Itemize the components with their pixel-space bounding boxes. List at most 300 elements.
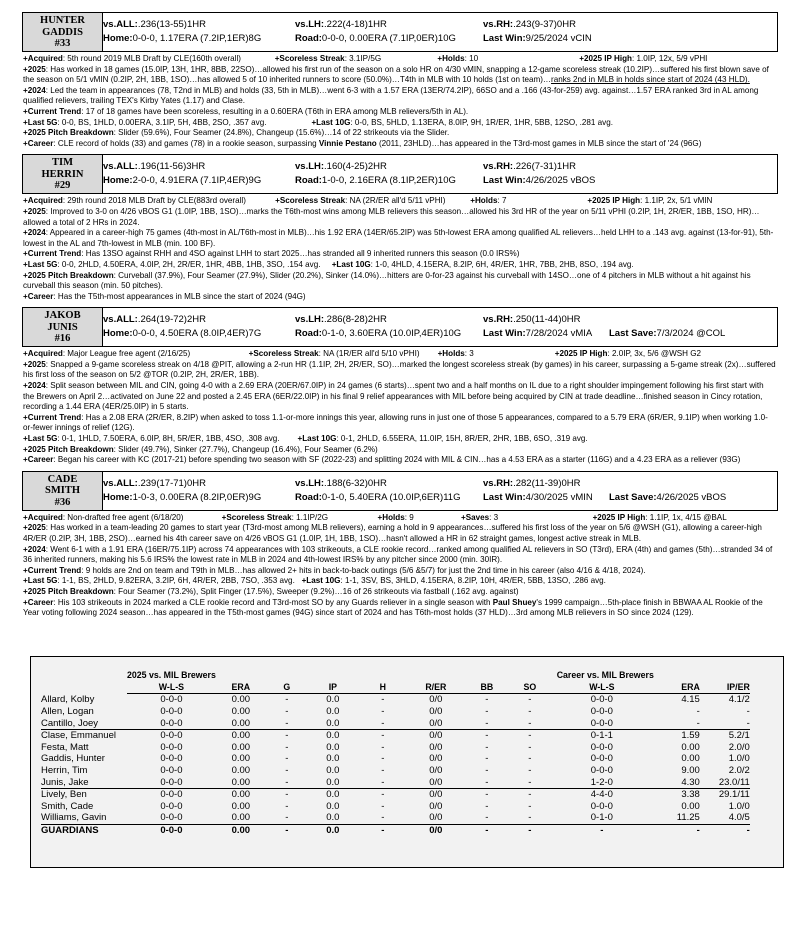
split-stat xyxy=(483,33,592,44)
stat-cell: 0-0-0 xyxy=(127,812,216,824)
split-value: .160(4-25)2HR xyxy=(324,161,387,173)
player-notes xyxy=(22,52,778,152)
note-text: : 1.1IP, 2x, 5/1 vMIN xyxy=(640,196,713,206)
note-text: : Has worked in 18 games (15.0IP, 13H, 1HR, 8BB, 22SO)…allowed his first run of the season on a solo HR on 4/30 vMIN, snapping a 12-game scoreless streak (10.2IP)…suffered his first blown save of the season on 5/1 vMIN (0.2IP, 2H, 1BB, 1SO)…has allowed 5 of 10 inherited runners to score (50.0%)…T4th in MLB with 10 holds (1st on team)… xyxy=(23,64,769,85)
note-line xyxy=(23,249,777,260)
note-line xyxy=(23,576,777,587)
stat-cell: 0-0-0 xyxy=(550,717,654,729)
stat-cell: - xyxy=(464,717,510,729)
split-value: 7/28/2024 vMIA xyxy=(525,328,593,340)
split-stat xyxy=(103,33,261,44)
stat-cell: - xyxy=(528,753,532,765)
stat-cell: - xyxy=(746,825,750,837)
player-name-cell: Clase, Emmanuel xyxy=(41,730,116,742)
split-stat xyxy=(483,161,576,172)
stat-cell: 0.00 xyxy=(231,765,251,777)
split-label: vs.ALL: xyxy=(103,19,138,30)
note-text: +2025 Pitch Breakdown xyxy=(23,586,114,596)
group-cell xyxy=(464,670,510,682)
note-text: +Scoreless Streak xyxy=(221,512,292,522)
group-cell xyxy=(216,670,266,682)
stat-cell: 0-0-0 xyxy=(160,825,183,837)
column-header: W-L-S xyxy=(550,682,654,694)
stat-cell: - xyxy=(700,717,750,729)
stat-cell: 0-1-0 xyxy=(550,812,654,824)
stat-cell: 0.0 xyxy=(326,800,340,812)
split-row xyxy=(103,33,777,45)
note-text: +Current Trend xyxy=(23,106,82,116)
note-text: : Led the team in appearances (78, T2nd in MLB) and holds (33, 5th in MLB)…went 6-3 with a 1.57 ERA (13ER/74.2IP), 66SO and a .166 (43-for-259) avg. against…1.57 ERA ranked 3rd in AL among qualified relievers, trailing TEX's Kirby Yates (1.17) and Clase. xyxy=(23,85,759,106)
stat-cell: - xyxy=(358,776,408,788)
note-text: +2024 xyxy=(23,544,46,554)
pitcher-notes xyxy=(22,12,778,624)
note-text: +Last 5G xyxy=(23,434,58,444)
split-label: Last Save: xyxy=(609,328,657,340)
player-name: CADE xyxy=(47,473,78,485)
stat-cell: 0/0 xyxy=(429,730,443,742)
stat-cell: 0.00 xyxy=(681,741,700,753)
note-text: : 0-0, 2HLD, 4.50ERA, 4.0IP, 2H, 2R/ER, 1HR, 4BB, 1HB, 3SO, .154 avg. xyxy=(57,259,332,269)
split-row xyxy=(103,478,777,490)
group-cell xyxy=(358,670,408,682)
split-value: .264(19-72)2HR xyxy=(137,314,206,326)
stat-cell: 0/0 xyxy=(429,753,443,765)
header-blank xyxy=(41,682,127,694)
stat-cell: - xyxy=(381,741,385,753)
stat-cell: - xyxy=(381,730,385,742)
stat-cell: 0/0 xyxy=(429,765,443,777)
note-text: : 9 xyxy=(404,512,461,522)
player-name: JAKOB xyxy=(44,310,81,322)
player-name-cell: Herrin, Tim xyxy=(41,765,88,777)
stat-cell: 1.0/0 xyxy=(728,800,750,812)
player-name-cell: GUARDIANS xyxy=(41,825,99,837)
note-line xyxy=(23,107,777,118)
player-name: JUNIS xyxy=(47,321,78,333)
stat-cell: - xyxy=(528,706,532,718)
split-stat xyxy=(295,492,460,503)
note-line xyxy=(23,65,777,86)
stat-cell: - xyxy=(510,717,550,729)
split-label: vs.ALL: xyxy=(103,314,138,326)
note-text: +2024 xyxy=(23,228,46,238)
stat-cell: 0-0-0 xyxy=(160,730,183,742)
stat-cell: 0.00 xyxy=(231,730,251,742)
stat-cell: - xyxy=(654,717,700,729)
stat-cell: 0.00 xyxy=(681,800,700,812)
split-label: Road: xyxy=(295,33,322,44)
note-text: : 1.1IP, 1x, 4/15 @BAL xyxy=(645,512,727,522)
split-stat xyxy=(483,19,576,30)
split-label: Last Win: xyxy=(483,175,526,187)
split-stat xyxy=(483,478,581,489)
note-text: +Current Trend xyxy=(23,249,82,259)
stat-cell: 0-0-0 xyxy=(127,717,216,729)
split-label: Home: xyxy=(103,491,133,503)
note-text: : 3 xyxy=(489,512,593,522)
split-label: vs.LH: xyxy=(295,161,325,173)
note-text: +Acquired xyxy=(23,349,63,359)
player-name-cell: Gaddis, Hunter xyxy=(41,753,105,765)
split-stats xyxy=(103,472,777,510)
note-text: : 10 xyxy=(464,54,580,63)
stat-cell: 0-0-0 xyxy=(590,706,613,718)
column-header: R/ER xyxy=(408,682,464,694)
player-name: HUNTER xyxy=(40,15,85,26)
stat-cell: - xyxy=(285,694,289,706)
stat-cell: 0.00 xyxy=(231,800,251,812)
split-stat xyxy=(103,478,206,489)
split-value: .282(11-39)0HR xyxy=(513,477,581,489)
stat-cell: 0-0-0 xyxy=(160,694,183,706)
split-stat xyxy=(295,328,461,339)
stat-cell: - xyxy=(285,741,289,753)
stat-cell: 0-0-0 xyxy=(160,741,183,753)
note-text: : 3.1IP/5G xyxy=(344,54,438,63)
player-name: TIM xyxy=(52,157,73,169)
stat-cell: - xyxy=(381,694,385,706)
player-header xyxy=(22,307,778,347)
note-text: : 1-1, BS, 2HLD, 9.82ERA, 3.2IP, 6H, 4R/ER, 2BB, 7SO, .353 avg. xyxy=(57,576,302,586)
note-text: +Last 5G xyxy=(23,259,58,269)
stat-cell: 0/0 xyxy=(429,800,443,812)
player-block xyxy=(22,154,778,305)
note-text: : 1.0IP, 12x, 5/9 vPHI xyxy=(632,54,708,63)
column-header: ERA xyxy=(216,682,266,694)
table-row xyxy=(41,812,750,824)
stat-cell: - xyxy=(510,776,550,788)
column-header: IP/ER xyxy=(700,682,750,694)
split-value: .196(11-56)3HR xyxy=(137,161,206,173)
table-row xyxy=(41,742,750,754)
stat-cell: - xyxy=(485,800,489,812)
note-line xyxy=(23,349,777,360)
player-namebox xyxy=(23,155,103,193)
split-value: 4/26/2025 vBOS xyxy=(525,175,596,187)
table-header-row xyxy=(41,682,750,694)
player-namebox xyxy=(23,13,103,51)
stat-cell: 0.0 xyxy=(326,765,340,777)
stat-cell: - xyxy=(358,812,408,824)
note-text: +Holds xyxy=(470,196,498,206)
split-label: Road: xyxy=(295,328,322,340)
split-label: vs.ALL: xyxy=(103,161,138,173)
stat-cell: 0.0 xyxy=(326,706,340,718)
stat-cell: 2.0/0 xyxy=(728,741,750,753)
note-text: +2025 IP High xyxy=(579,54,632,63)
player-name-cell: Junis, Jake xyxy=(41,776,127,788)
stat-cell: 0.00 xyxy=(216,812,266,824)
stat-cell: 1.0/0 xyxy=(728,753,750,765)
group-cell xyxy=(510,670,550,682)
player-name-cell: Smith, Cade xyxy=(41,800,94,812)
player-block xyxy=(22,471,778,622)
stat-cell: 0.0 xyxy=(326,694,340,706)
stat-cell: 29.1/11 xyxy=(718,789,750,801)
note-text: : Has the T5th-most appearances in MLB since the start of 2024 (94G) xyxy=(53,291,306,301)
stat-cell: - xyxy=(485,789,489,801)
note-text: +Career xyxy=(23,291,54,301)
split-value: 1-0-3, 0.00ERA (8.2IP,0ER)9G xyxy=(132,491,262,503)
note-text: : Snapped a 9-game scoreless streak on 4/18 @PIT, allowing a 2-run HR (1.1IP, 2H, 2R/ER, SO)…marked the longest scoreless streak (by games) in his career, surpassing a 5-game streak (2x)…suffered his first loss of the season on 5/2 @TOR (0.2IP, 2H, 2R/ER, 1BB). xyxy=(23,359,776,380)
note-line xyxy=(23,54,777,65)
note-text: : 29th round 2018 MLB Draft by CLE(883rd overall) xyxy=(62,196,276,206)
split-stat xyxy=(483,328,592,339)
note-text: +Scoreless Streak xyxy=(274,54,345,63)
note-text: +Holds xyxy=(437,54,465,63)
player-name-cell: Lively, Ben xyxy=(41,789,87,801)
player-block xyxy=(22,307,778,469)
note-text: : Slider (49.7%), Sinker (27.7%), Changeup (16.4%), Four Seamer (6.2%) xyxy=(113,444,378,454)
note-text: : Slider (59.6%), Four Seamer (24.8%), Changeup (15.6%)…14 of 22 strikeouts via the Slider. xyxy=(113,128,450,138)
note-text: +2025 xyxy=(23,206,46,216)
stat-cell: - xyxy=(528,800,532,812)
player-notes xyxy=(22,194,778,305)
split-label: Road: xyxy=(295,491,322,503)
split-label: vs.LH: xyxy=(295,477,325,489)
note-text: : Improved to 3-0 on 4/26 vBOS G1 (1.0IP, 1BB, 1SO)…marks the T6th-most wins among MLB relievers this season…allowed his 3rd HR of the year on 5/11 vPHI (0.2IP, 1H, 2R/ER, 1BB, 1SO, HR)…allowed a total of 2 HRs in 2024. xyxy=(23,206,760,227)
vs-brewers-table xyxy=(41,670,750,836)
split-value: 9/25/2024 vCIN xyxy=(525,33,592,44)
split-stat xyxy=(103,314,206,325)
stat-cell: 0.0 xyxy=(326,789,340,801)
note-line xyxy=(23,587,777,598)
stat-cell: 3.38 xyxy=(681,789,700,801)
player-notes xyxy=(22,347,778,469)
column-header: H xyxy=(358,682,408,694)
note-text: +2025 xyxy=(23,64,46,74)
note-text: Vinnie Pestano xyxy=(318,138,377,148)
split-row xyxy=(103,328,777,340)
stat-cell: - xyxy=(528,825,532,837)
note-text: +Holds xyxy=(377,512,405,522)
split-stat xyxy=(295,19,387,30)
note-text: +2025 xyxy=(23,523,46,533)
split-label: Last Win: xyxy=(483,491,526,503)
stat-cell: - xyxy=(464,812,510,824)
stat-cell: - xyxy=(266,812,308,824)
note-text: : 0-1, 1HLD, 7.50ERA, 6.0IP, 8H, 5R/ER, 1BB, 4SO, .308 avg. xyxy=(57,434,298,444)
player-name: HERRIN xyxy=(41,168,84,180)
stat-cell: 0.0 xyxy=(326,730,340,742)
column-header: G xyxy=(266,682,308,694)
note-line xyxy=(23,196,777,207)
group-cell xyxy=(308,670,358,682)
split-label: vs.ALL: xyxy=(103,477,138,489)
column-header: SO xyxy=(510,682,550,694)
note-line xyxy=(23,360,777,381)
note-text: : Began his career with KC (2017-21) before spending two season with SF (2022-23) and splitting 2024 with MIL & CIN…has a 4.53 ERA as a starter (116G) and a 4.23 ERA as a reliever (93G) xyxy=(53,455,741,465)
stat-cell: 0/0 xyxy=(429,825,443,837)
stat-cell: - xyxy=(381,706,385,718)
note-text: +Acquired xyxy=(23,196,63,206)
note-text: : 9 holds are 2nd on team and T9th in MLB…has allowed 2+ hits in back-to-back outings (5/6 &5/7) for just the 2nd time in his career (also 4/16 & 4/18, 2024). xyxy=(81,565,646,575)
split-label: vs.RH: xyxy=(483,19,514,30)
stat-cell: - xyxy=(528,741,532,753)
stat-cell: - xyxy=(266,717,308,729)
split-value: .222(4-18)1HR xyxy=(324,19,387,30)
split-stat xyxy=(103,19,206,30)
stat-cell: 0.0 xyxy=(308,812,358,824)
stat-cell: - xyxy=(285,753,289,765)
note-text: : 5th round 2019 MLB Draft by CLE(160th overall) xyxy=(62,54,275,63)
table-group-row xyxy=(41,670,750,682)
split-stat xyxy=(103,492,261,503)
stat-cell: 23.0/11 xyxy=(700,776,750,788)
player-name-cell: Williams, Gavin xyxy=(41,812,127,824)
table-row xyxy=(41,729,750,741)
note-text: : 1-0, 4HLD, 4.15ERA, 8.2IP, 6H, 4R/ER, 1HR, 7BB, 2HB, 8SO, .194 avg. xyxy=(370,259,634,269)
stat-cell: 4.1/2 xyxy=(728,694,750,706)
stat-cell: 0/0 xyxy=(429,789,443,801)
note-text: : 2.0IP, 3x, 5/6 @WSH G2 xyxy=(607,349,701,359)
group-cell xyxy=(266,670,308,682)
split-stat xyxy=(295,175,456,186)
stat-cell: - xyxy=(285,706,289,718)
note-text: : 3 xyxy=(464,349,555,359)
stat-cell: - xyxy=(285,825,289,837)
note-text: +Career xyxy=(23,455,54,465)
stat-cell: 0/0 xyxy=(429,694,443,706)
stat-cell: - xyxy=(485,753,489,765)
split-row xyxy=(103,19,777,31)
table-row xyxy=(41,788,750,800)
note-line xyxy=(23,381,777,413)
stat-cell: 0.0 xyxy=(326,741,340,753)
stat-cell: 0-0-0 xyxy=(590,694,613,706)
split-value: 0-0-0, 4.50ERA (8.0IP,4ER)7G xyxy=(132,328,262,340)
note-text: : 1.1IP/2G xyxy=(291,512,378,522)
note-text: +Last 10G xyxy=(331,259,371,269)
note-text: ranks 2nd in MLB in holds since start of 2024 (43 HLD). xyxy=(551,75,750,85)
stat-cell: - xyxy=(485,765,489,777)
stat-cell: - xyxy=(528,765,532,777)
stat-cell: - xyxy=(285,789,289,801)
stat-cell: 0-0-0 xyxy=(127,776,216,788)
player-name-cell: Festa, Matt xyxy=(41,741,89,753)
note-line xyxy=(23,128,777,139)
stat-cell: - xyxy=(485,730,489,742)
stat-cell: - xyxy=(510,812,550,824)
note-line xyxy=(23,228,777,249)
split-value: .286(8-28)2HR xyxy=(324,314,387,326)
note-text: : 7 xyxy=(497,196,588,206)
note-text: +2025 IP High xyxy=(554,349,608,359)
split-label: Last Win: xyxy=(483,33,526,44)
split-stats xyxy=(103,13,777,51)
note-text: : 0-0, BS, 1HLD, 0.00ERA, 3.1IP, 5H, 4BB, 2SO, .357 avg. xyxy=(57,117,312,127)
stat-cell: - xyxy=(528,789,532,801)
note-text: : CLE record of holds (33) and games (78) in a rookie season, surpassing xyxy=(53,138,319,148)
split-label: Home: xyxy=(103,328,133,340)
note-text: +Holds xyxy=(437,349,465,359)
split-stat xyxy=(483,314,581,325)
note-text: : Major League free agent (2/16/25) xyxy=(62,349,249,359)
note-text: : Curveball (37.9%), Four Seamer (27.9%), Slider (20.2%), Sinker (14.0%)…hitters are 0-for-23 against his curveball with 14SO…one of 4 pitchers in MLB without a hit against his curveball this season (min. 50 pitches). xyxy=(23,270,751,291)
column-header: ERA xyxy=(654,682,700,694)
note-text: : Non-drafted free agent (6/18/20) xyxy=(62,512,222,522)
note-text: +Current Trend xyxy=(23,412,82,422)
split-stat xyxy=(483,492,593,503)
group-cell xyxy=(127,670,216,682)
split-value: 7/3/2024 @COL xyxy=(656,328,726,340)
stat-cell: 1-2-0 xyxy=(550,776,654,788)
note-text: : Four Seamer (73.2%), Split Finger (17.5%), Sweeper (9.2%)…16 of 26 strikeouts via fastball (.162 avg. against) xyxy=(113,586,519,596)
column-header: IP xyxy=(308,682,358,694)
split-value: 0-1-0, 3.60ERA (10.0IP,4ER)10G xyxy=(321,328,462,340)
stat-cell: - xyxy=(696,825,700,837)
note-line xyxy=(23,413,777,434)
note-text: +2025 Pitch Breakdown xyxy=(23,128,114,138)
split-stats xyxy=(103,308,777,346)
note-text: +Saves xyxy=(460,512,490,522)
split-stat xyxy=(295,314,387,325)
stat-cell: - xyxy=(528,694,532,706)
split-value: .236(13-55)1HR xyxy=(137,19,206,30)
stat-cell: 0.00 xyxy=(216,717,266,729)
note-text: : Has worked in a team-leading 20 games to start year (T3rd-most among MLB relievers), earning a hold in 9 appearances…suffered his first loss of the year on 5/6 @WSH (G1), allowing a career-high 4R/ER (0.2IP, 3H, 1BB, 2SO)…earned his 4th career save on 4/26 vBOS G1 (1.0IP, 1H, 1BB, 1SO)…hasn't allowed a HR in 62 straight games, longest active streak in MLB. xyxy=(23,523,762,543)
player-block xyxy=(22,12,778,152)
split-stat xyxy=(483,175,595,186)
group-cell xyxy=(654,670,700,682)
player-number: #36 xyxy=(54,496,71,508)
split-label: vs.RH: xyxy=(483,161,514,173)
split-row xyxy=(103,492,777,504)
split-stat xyxy=(103,175,261,186)
split-stat xyxy=(295,478,387,489)
split-row xyxy=(103,175,777,187)
stat-cell: - xyxy=(381,800,385,812)
split-value: 0-1-0, 5.40ERA (10.0IP,6ER)11G xyxy=(321,491,461,503)
note-text: +2025 Pitch Breakdown xyxy=(23,444,114,454)
stat-cell: - xyxy=(381,789,385,801)
stat-cell: 9.00 xyxy=(681,765,700,777)
split-label: Last Win: xyxy=(483,328,526,340)
stat-cell: - xyxy=(528,730,532,742)
note-text: : 0-1, 2HLD, 6.55ERA, 11.0IP, 15H, 8R/ER, 2HR, 1BB, 6SO, .319 avg. xyxy=(336,434,588,444)
stat-cell: 0/0 xyxy=(429,741,443,753)
table-total-row xyxy=(41,824,750,836)
note-line xyxy=(23,434,777,445)
note-text: +Current Trend xyxy=(23,565,82,575)
table-row xyxy=(41,694,750,706)
group-2025-label: 2025 vs. MIL Brewers xyxy=(127,670,216,681)
player-header xyxy=(22,12,778,52)
note-line xyxy=(23,207,777,228)
player-header xyxy=(22,471,778,511)
split-value: 4/26/2025 vBOS xyxy=(656,491,727,503)
stat-cell: 0.00 xyxy=(216,776,266,788)
note-text: : NA (2R/ER all'd 5/11 vPHI) xyxy=(345,196,471,206)
note-line xyxy=(23,118,777,129)
stat-cell: 0-0-0 xyxy=(590,765,613,777)
stat-cell: - xyxy=(381,753,385,765)
stat-cell: 0.00 xyxy=(231,789,251,801)
split-stat xyxy=(609,492,726,503)
split-stat xyxy=(103,328,261,339)
note-text: : 1-1, 3SV, BS, 3HLD, 4.15ERA, 8.2IP, 10H, 4R/ER, 5BB, 13SO, .286 avg. xyxy=(340,576,606,586)
player-name-cell: Cantillo, Joey xyxy=(41,717,127,729)
note-text: +2025 xyxy=(23,359,46,369)
stat-cell: 0.00 xyxy=(231,741,251,753)
note-text: +Career xyxy=(23,597,54,607)
note-text: : His 103 strikeouts in 2024 marked a CLE rookie record and T3rd-most SO by any Guards reliever in a single season with xyxy=(53,597,493,607)
stat-cell: 0-0-0 xyxy=(160,765,183,777)
player-name: GADDIS xyxy=(42,26,83,38)
split-label: vs.LH: xyxy=(295,19,325,30)
stat-cell: 0-0-0 xyxy=(590,753,613,765)
split-label: vs.LH: xyxy=(295,314,325,326)
